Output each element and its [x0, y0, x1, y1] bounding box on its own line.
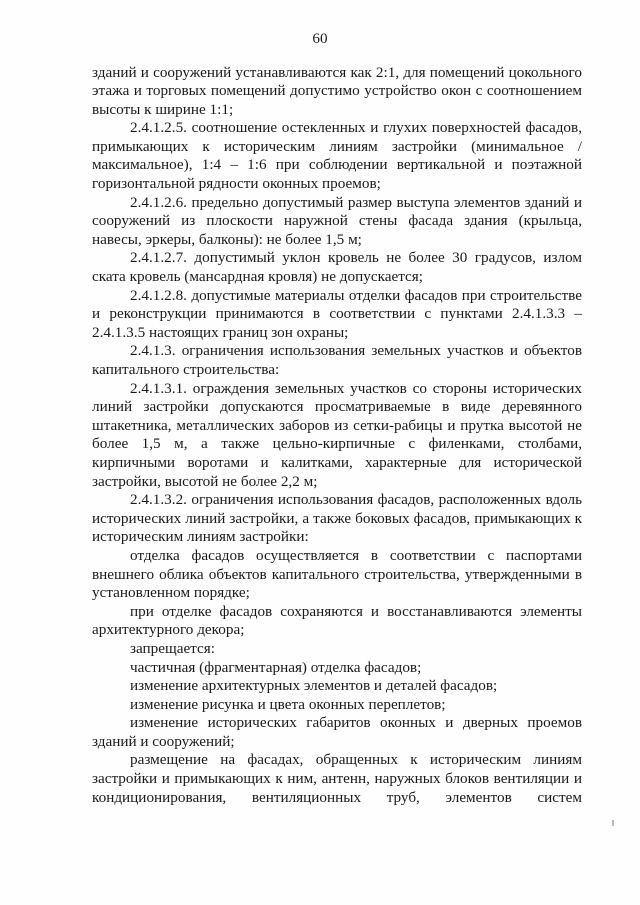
paragraph: 2.4.1.3.1. ограждения земельных участков со стороны исторических линий застройки допускаются просматриваемые в виде деревянного штакетника, металлических заборов из сетки-рабицы и прутка высотой не более 1,5 м, а также цельно-кирпичные с филенками, столбами, кирпичными воротами и калитками, характерные для исторической застройки, высотой не более 2,2 м;: [92, 379, 582, 490]
paragraph: при отделке фасадов сохраняются и восстанавливаются элементы архитектурного декора;: [92, 602, 582, 639]
paragraph: 2.4.1.2.5. соотношение остекленных и глухих поверхностей фасадов, примыкающих к историческим линиям застройки (минимальное / максимальное), 1:4 – 1:6 при соблюдении вертикальной и поэтажной горизонтальной рядности оконных проемов;: [92, 119, 582, 193]
paragraph: зданий и сооружений устанавливаются как 2:1, для помещений цокольного этажа и торговых помещений допустимо устройство окон с соотношением высоты к ширине 1:1;: [92, 63, 582, 118]
body-text: [92, 64, 582, 808]
paragraph: отделка фасадов осуществляется в соответствии с паспортами внешнего облика объектов капитального строительства, утвержденными в установленном порядке;: [92, 546, 582, 602]
paragraph: изменение архитектурных элементов и деталей фасадов;: [130, 677, 498, 695]
paragraph: изменение исторических габаритов оконных и дверных проемов зданий и сооружений;: [92, 714, 582, 750]
paragraph: 2.4.1.2.8. допустимые материалы отделки фасадов при строительстве и реконструкции принимаются в соответствии с пунктами 2.4.1.3.3 – 2.4.1.3.5 настоящих границ зон охраны;: [92, 286, 582, 341]
paragraph: запрещается:: [130, 639, 215, 657]
paragraph: изменение рисунка и цвета оконных переплетов;: [130, 695, 446, 713]
page-number: 60: [312, 30, 328, 47]
paragraph: размещение на фасадах, обращенных к историческим линиям застройки и примыкающих к ним, антенн, наружных блоков вентиляции и кондиционирования, вентиляционных труб, элементов систем: [92, 751, 582, 806]
paragraph: частичная (фрагментарная) отделка фасадов;: [130, 658, 422, 676]
paragraph: 2.4.1.3. ограничения использования земельных участков и объектов капитального строительства:: [92, 342, 582, 378]
paragraph: 2.4.1.3.2. ограничения использования фасадов, расположенных вдоль исторических линий застройки, а также боковых фасадов, примыкающих к историческим линиям застройки:: [92, 491, 582, 546]
scan-speck: [612, 820, 614, 826]
paragraph: 2.4.1.2.6. предельно допустимый размер выступа элементов зданий и сооружений из плоскости наружной стены фасада здания (крыльца, навесы, эркеры, балконы): не более 1,5 м;: [92, 193, 582, 248]
paragraph: 2.4.1.2.7. допустимый уклон кровель не более 30 градусов, излом ската кровель (мансардная кровля) не допускается;: [92, 249, 582, 286]
